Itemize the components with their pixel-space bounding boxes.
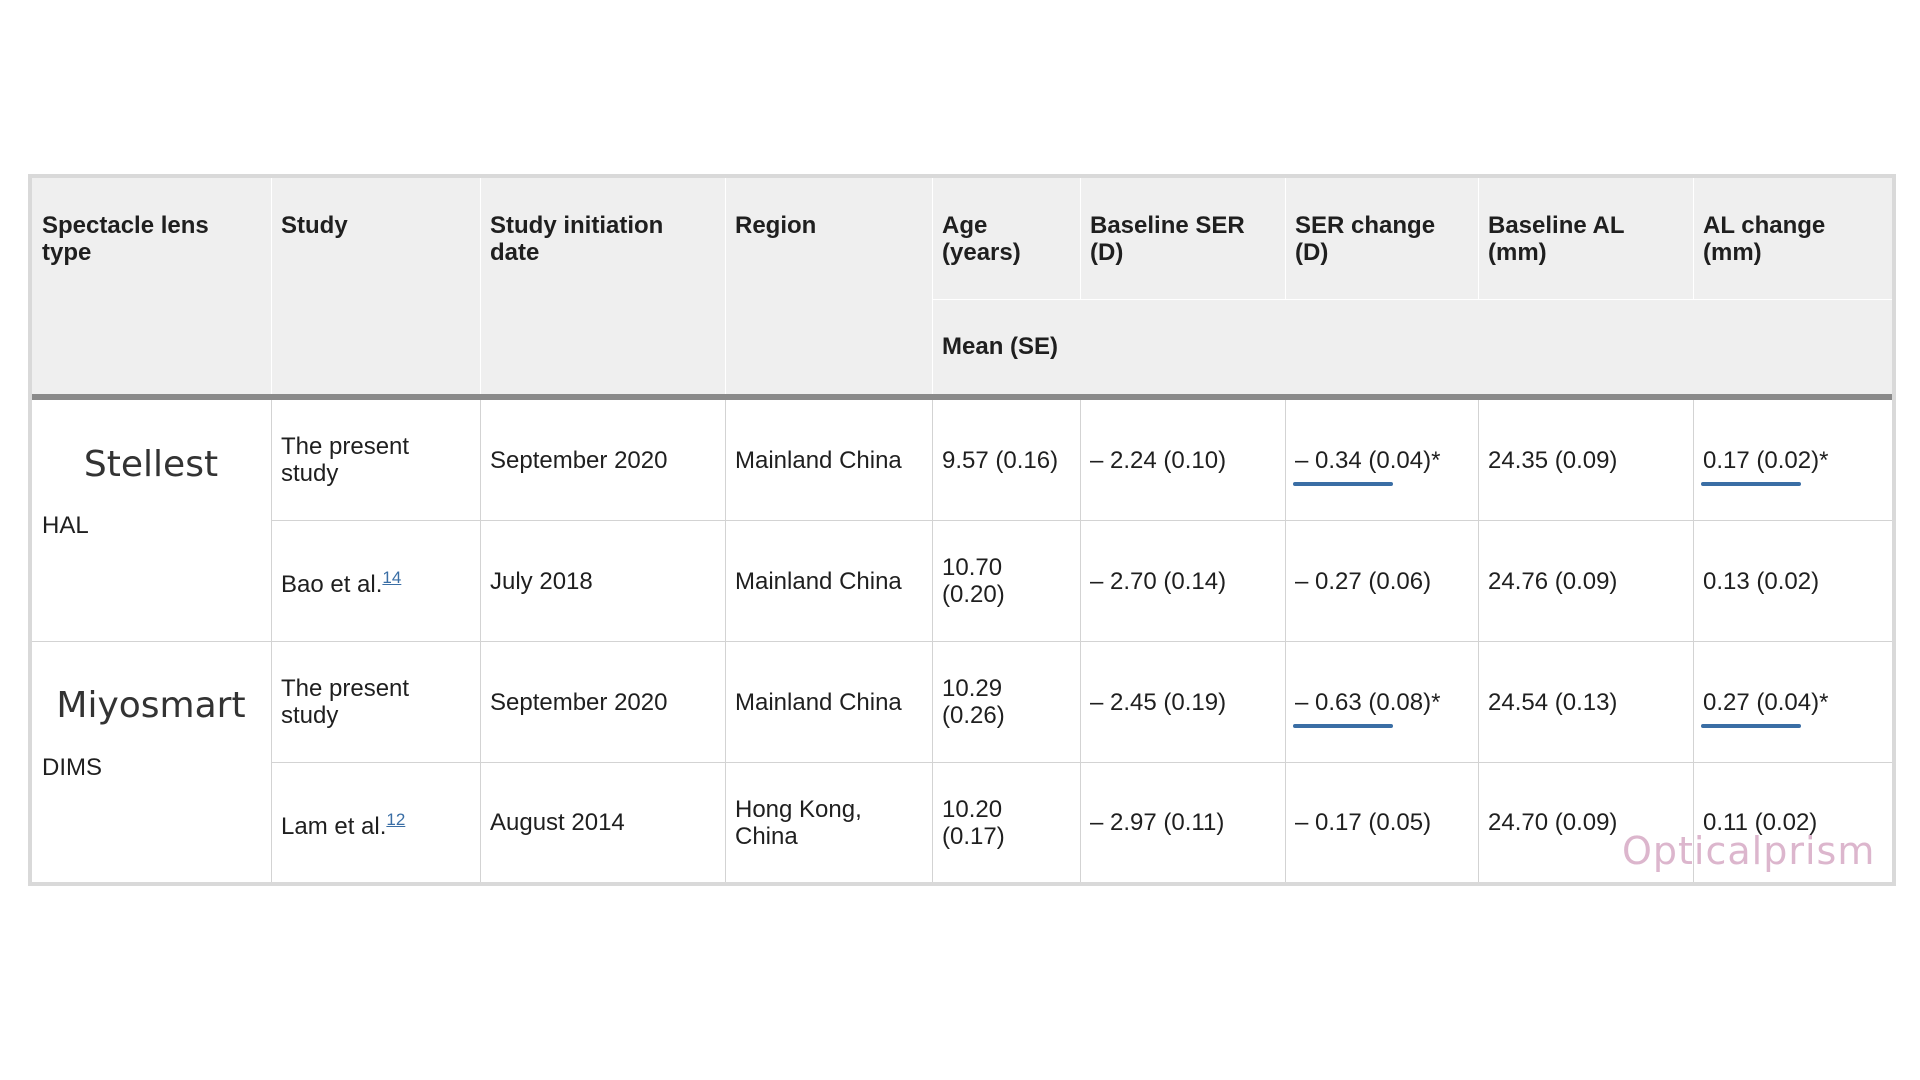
row2-baseline-al: 24.76 (0.09) xyxy=(1488,567,1618,595)
row2-baseline-ser: – 2.70 (0.14) xyxy=(1090,567,1227,595)
row2-study xyxy=(281,564,401,598)
lens-dims: DIMS xyxy=(42,754,102,781)
header-baseline-al xyxy=(1478,178,1693,299)
header-al-change xyxy=(1693,178,1892,299)
row1-al-change: 0.17 (0.02)* xyxy=(1703,446,1829,474)
row2-age: 10.70 (0.20) xyxy=(942,554,1005,608)
header-ser-change xyxy=(1285,178,1478,299)
row4-baseline-ser: – 2.97 (0.11) xyxy=(1090,809,1225,836)
header-al-change-label: AL change (mm) xyxy=(1703,212,1826,266)
table-row xyxy=(271,763,480,882)
row1-date: September 2020 xyxy=(490,446,668,474)
row3-al-change: 0.27 (0.04)* xyxy=(1703,688,1829,716)
row2-study-label: Bao et al. xyxy=(281,571,383,598)
row3-region: Mainland China xyxy=(735,688,902,716)
header-study-label: Study xyxy=(281,212,348,239)
row4-baseline-al: 24.70 (0.09) xyxy=(1488,809,1618,836)
row1-ser-change: – 0.34 (0.04)* xyxy=(1295,446,1441,474)
header-mean-se xyxy=(932,299,1892,394)
brand-miyosmart: Miyosmart xyxy=(56,685,246,726)
header-baseline-al-label: Baseline AL (mm) xyxy=(1488,212,1625,266)
header-region-label: Region xyxy=(735,212,817,239)
row1-study: The present study xyxy=(281,433,410,487)
row2-ser-change: – 0.27 (0.06) xyxy=(1295,567,1432,595)
row1-baseline-al: 24.35 (0.09) xyxy=(1488,446,1618,474)
row1-baseline-ser: – 2.24 (0.10) xyxy=(1090,446,1227,474)
header-study xyxy=(271,178,480,394)
header-baseline-ser xyxy=(1080,178,1285,299)
row4-study xyxy=(281,806,405,840)
header-age-label: Age (years) xyxy=(942,212,1021,266)
header-ser-change-label: SER change (D) xyxy=(1295,212,1436,266)
row2-al-change: 0.13 (0.02) xyxy=(1703,567,1820,595)
reference-link-14[interactable]: 14 xyxy=(382,568,402,587)
row4-study-label: Lam et al. xyxy=(281,812,387,840)
row4-region: Hong Kong, China xyxy=(735,795,862,850)
header-lens-type xyxy=(32,178,271,394)
header-region xyxy=(725,178,932,394)
row3-age: 10.29 (0.26) xyxy=(942,675,1005,729)
header-mean-se-label: Mean (SE) xyxy=(942,333,1059,360)
reference-link-12[interactable]: 12 xyxy=(386,809,406,829)
row4-al-change: 0.11 (0.02) xyxy=(1703,809,1818,836)
row2-date: July 2018 xyxy=(490,567,593,595)
header-age xyxy=(932,178,1080,299)
row4-ser-change: – 0.17 (0.05) xyxy=(1295,809,1432,836)
row4-age: 10.20 (0.17) xyxy=(942,795,1005,850)
table-row xyxy=(271,400,480,520)
row3-ser-change: – 0.63 (0.08)* xyxy=(1295,688,1441,716)
brand-stellest: Stellest xyxy=(83,444,219,485)
row4-date: August 2014 xyxy=(490,809,625,836)
data-table xyxy=(28,174,1896,886)
watermark-logo: Opticalprism xyxy=(1622,829,1876,873)
row3-baseline-al: 24.54 (0.13) xyxy=(1488,688,1618,716)
header-lens-type-label: Spectacle lens type xyxy=(42,212,209,266)
row1-region: Mainland China xyxy=(735,446,902,474)
header-date-label: Study initiation date xyxy=(490,212,664,266)
header-baseline-ser-label: Baseline SER (D) xyxy=(1090,212,1245,266)
lens-hal: HAL xyxy=(42,512,89,539)
row3-study: The present study xyxy=(281,675,410,729)
table-row xyxy=(271,642,480,762)
header-date xyxy=(480,178,725,394)
row3-date: September 2020 xyxy=(490,688,668,716)
table-row xyxy=(271,521,480,641)
row3-baseline-ser: – 2.45 (0.19) xyxy=(1090,688,1227,716)
row2-region: Mainland China xyxy=(735,567,902,595)
row1-age: 9.57 (0.16) xyxy=(942,446,1059,474)
